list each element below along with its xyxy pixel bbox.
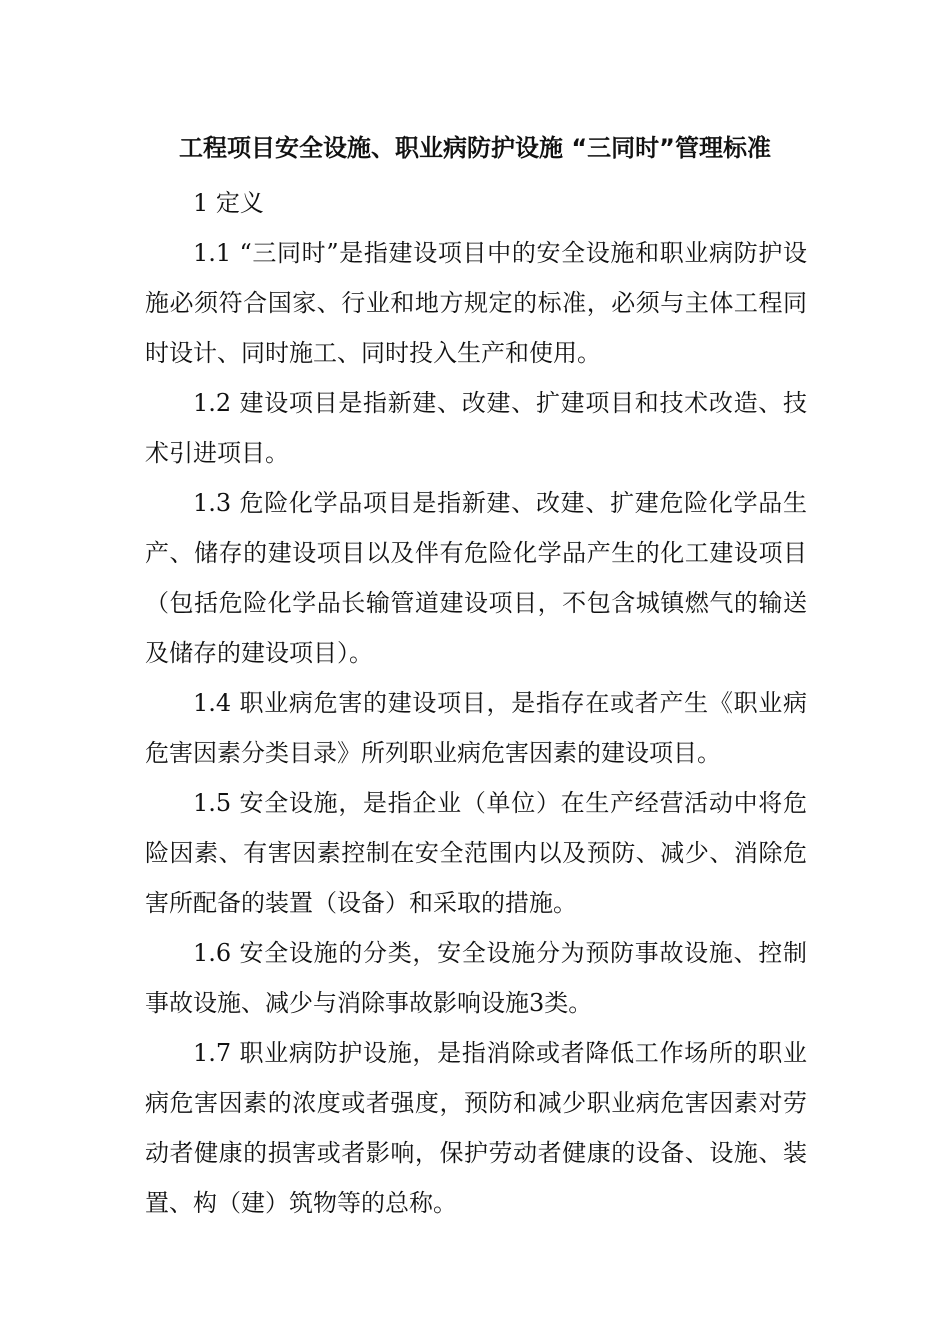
- clause-1-5: 1.5 安全设施，是指企业（单位）在生产经营活动中将危险因素、有害因素控制在安全范围内以及预防、减少、消除危害所配备的装置（设备）和采取的措施。: [145, 789, 807, 917]
- clause-1-6: 1.6 安全设施的分类，安全设施分为预防事故设施、控制事故设施、减少与消除事故影响设施3类。: [145, 939, 807, 1017]
- clause-1-2: 1.2 建设项目是指新建、改建、扩建项目和技术改造、技术引进项目。: [145, 389, 807, 467]
- clause-1-3: 1.3 危险化学品项目是指新建、改建、扩建危险化学品生产、储存的建设项目以及伴有危险化学品产生的化工建设项目（包括危险化学品长输管道建设项目，不包含城镇燃气的输送及储存的建设项目）。: [145, 489, 807, 667]
- clause-1-7: 1.7 职业病防护设施，是指消除或者降低工作场所的职业病危害因素的浓度或者强度，预防和减少职业病危害因素对劳动者健康的损害或者影响，保护劳动者健康的设备、设施、装置、构（建）筑物等的总称。: [145, 1039, 807, 1217]
- section-heading-definition: 1 定义: [193, 189, 264, 217]
- clause-1-4: 1.4 职业病危害的建设项目，是指存在或者产生《职业病危害因素分类目录》所列职业病危害因素的建设项目。: [145, 689, 807, 767]
- document-body: [145, 178, 807, 1228]
- document-title: 工程项目安全设施、职业病防护设施 “三同时”管理标准: [179, 134, 771, 162]
- clause-1-1: 1.1 “三同时”是指建设项目中的安全设施和职业病防护设施必须符合国家、行业和地方规定的标准，必须与主体工程同时设计、同时施工、同时投入生产和使用。: [145, 239, 807, 367]
